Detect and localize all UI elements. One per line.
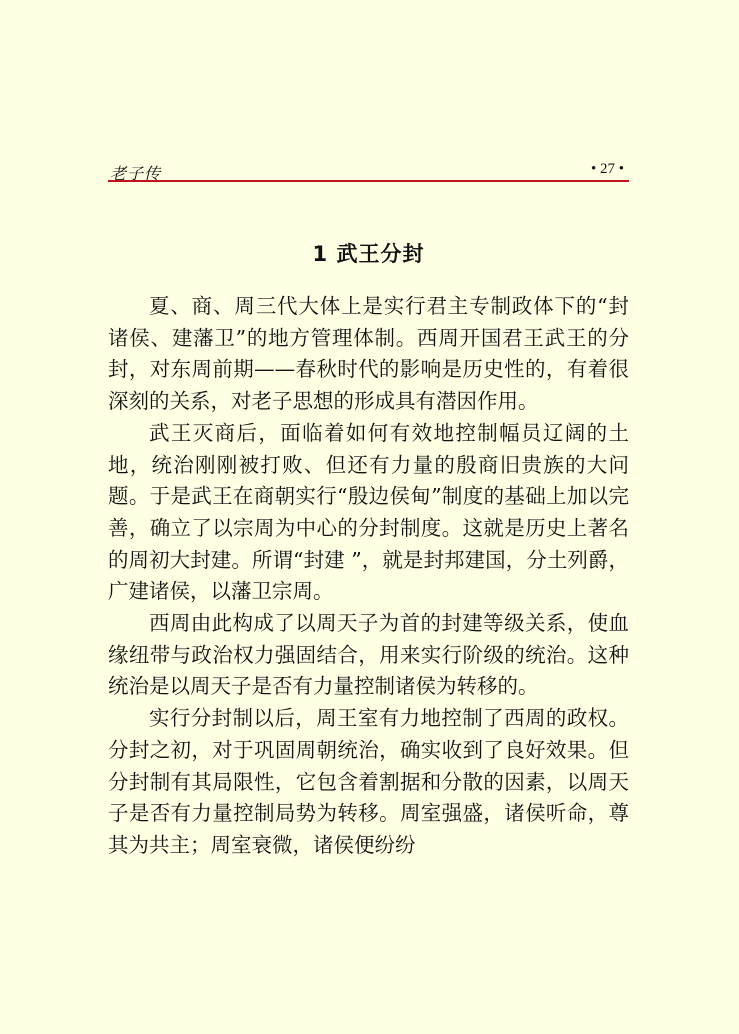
body-text bbox=[108, 291, 629, 862]
running-header bbox=[108, 158, 628, 182]
book-title: 老子传 bbox=[110, 164, 162, 183]
header-divider bbox=[108, 180, 629, 182]
page-number: • 27 • bbox=[590, 161, 624, 177]
paragraph: 实行分封制以后，周王室有力地控制了西周的政权。分封之初，对于巩固周朝统治，确实收到了良好效果。但分封制有其局限性，它包含着割据和分散的因素，以周天子是否有力量控制局势为转移。周室强盛，诸侯听命，尊其为共主；周室衰微，诸侯便纷纷 bbox=[108, 706, 629, 857]
paragraph: 夏、商、周三代大体上是实行君主专制政体下的“封诸侯、建藩卫”的地方管理体制。西周开国君王武王的分封，对东周前期——春秋时代的影响是历史性的，有着很深刻的关系，对老子思想的形成具有潜因作用。 bbox=[108, 294, 629, 414]
paragraph: 武王灭商后，面临着如何有效地控制幅员辽阔的土地，统治刚刚被打败、但还有力量的殷商旧贵族的大问题。于是武王在商朝实行“殷边侯甸”制度的基础上加以完善，确立了以宗周为中心的分封制度。这就是历史上著名的周初大封建。所谓“封建 ”，就是封邦建国，分土列爵，广建诸侯，以藩卫宗周。 bbox=[108, 420, 629, 604]
section-title: 1 武王分封 bbox=[312, 242, 425, 266]
paragraph: 西周由此构成了以周天子为首的封建等级关系，使血缘纽带与政治权力强固结合，用来实行阶级的统治。这种统治是以周天子是否有力量控制诸侯为转移的。 bbox=[108, 611, 629, 699]
